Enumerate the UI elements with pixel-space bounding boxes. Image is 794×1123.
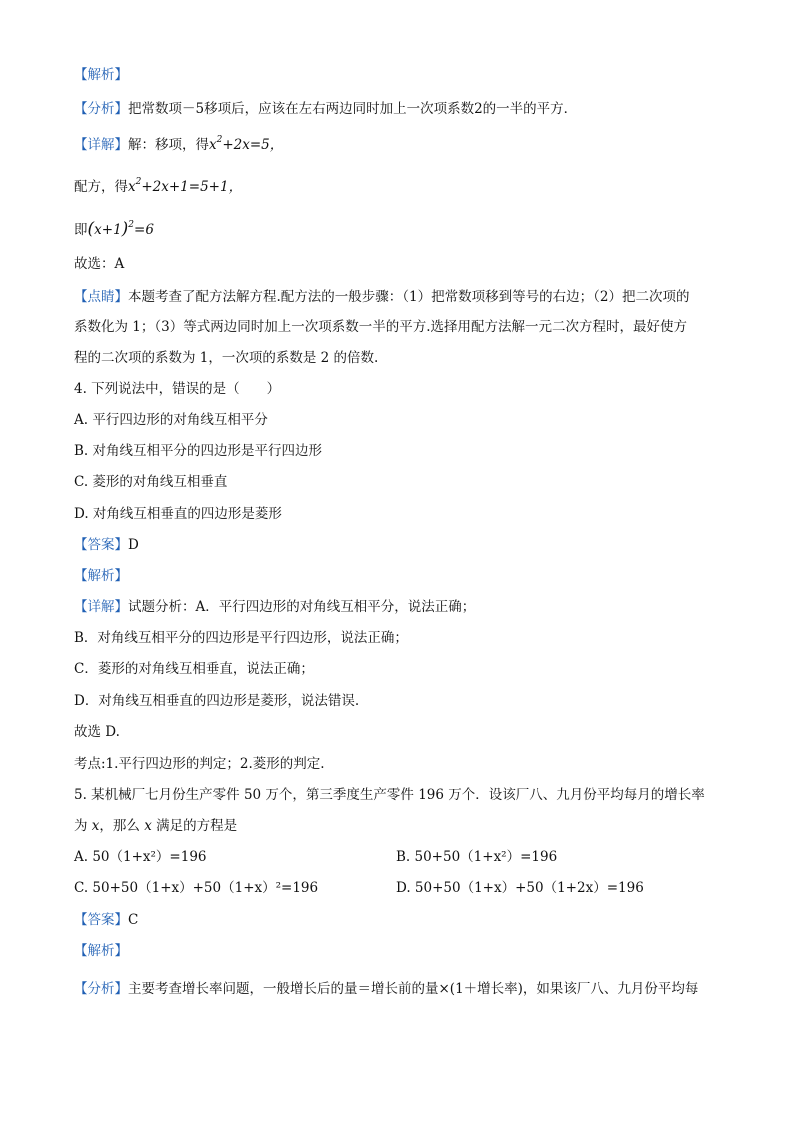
q3-peifang-line xyxy=(74,178,242,196)
q4-detail-2: B．对角线互相平分的四边形是平行四边形，说法正确； xyxy=(74,630,408,646)
fenxi-text: 主要考查增长率问题，一般增长后的量＝增长前的量×(1＋增长率)，如果该厂八、九月份平均每 xyxy=(128,981,699,997)
q3-dianjing-line-1 xyxy=(74,288,689,306)
dianjing-tag: 【点睛】 xyxy=(74,289,128,305)
fenxi-tag: 【分析】 xyxy=(74,981,128,997)
jiexi-tag: 【解析】 xyxy=(74,568,128,584)
q3-dianjing-line-2: 系数化为 1；（3）等式两边同时加上一次项系数一半的平方.选择用配方法解一元二次方程时，最好使方 xyxy=(74,319,688,335)
xiangjie-tag: 【详解】 xyxy=(74,599,128,615)
q4-answer-line xyxy=(74,536,139,554)
answer-tag: 【答案】 xyxy=(74,537,128,553)
equation-3: $(x+1)^2=6$ xyxy=(87,219,154,239)
q5-question-line-2: 为 x，那么 x 满足的方程是 xyxy=(74,818,238,834)
q4-kaodian: 考点:1.平行四边形的判定；2.菱形的判定. xyxy=(74,756,325,772)
q4-option-a: A. 平行四边形的对角线互相平分 xyxy=(74,412,268,428)
q5-question-line-1: 5. 某机械厂七月份生产零件 50 万个，第三季度生产零件 196 万个．设该厂八、九月份平均每月的增长率 xyxy=(74,787,705,803)
q5-option-c: C. 50+50（1+x）+50（1+x）²=196 xyxy=(74,880,319,896)
fenxi-text: 把常数项－5移项后，应该在左右两边同时加上一次项系数2的一半的平方． xyxy=(128,101,578,117)
peifang-text: 配方，得 xyxy=(74,179,128,195)
answer-tag: 【答案】 xyxy=(74,912,128,928)
q3-answer-line: 故选：A xyxy=(74,256,125,272)
q5-answer-line xyxy=(74,911,138,929)
answer-value: D xyxy=(128,537,139,553)
q5-option-d: D. 50+50（1+x）+50（1+2x）=196 xyxy=(396,880,644,896)
xiangjie-text: 解：移项，得 xyxy=(128,137,209,153)
q3-dianjing-line-3: 程的二次项的系数为 1，一次项的系数是 2 的倍数. xyxy=(74,350,379,366)
q4-question: 4. 下列说法中，错误的是（ ） xyxy=(74,381,281,397)
q3-xiangjie-line xyxy=(74,136,283,154)
jiexi-tag: 【解析】 xyxy=(74,67,128,83)
answer-value: C xyxy=(128,912,139,928)
jiexi-tag: 【解析】 xyxy=(74,943,128,959)
q5-option-a: A. 50（1+x²）=196 xyxy=(74,849,207,865)
ji-text: 即 xyxy=(74,222,88,238)
q5-jiexi-heading xyxy=(74,942,128,960)
fenxi-tag: 【分析】 xyxy=(74,101,128,117)
q3-ji-line xyxy=(74,220,154,239)
q4-jiexi-heading xyxy=(74,567,128,585)
xiangjie-tag: 【详解】 xyxy=(74,137,128,153)
q4-option-d: D. 对角线互相垂直的四边形是菱形 xyxy=(74,506,282,522)
q4-detail-1 xyxy=(74,598,475,616)
q5-option-b: B. 50+50（1+x²）=196 xyxy=(396,849,558,865)
q4-detail-4: D．对角线互相垂直的四边形是菱形，说法错误. xyxy=(74,693,360,709)
equation-1: $x^2+2x=5$， xyxy=(209,135,284,153)
q5-fenxi-line xyxy=(74,980,698,998)
detail-text-1: 试题分析：A．平行四边形的对角线互相平分，说法正确； xyxy=(128,599,476,615)
q3-jiexi-heading xyxy=(74,66,128,84)
equation-2: $x^2+2x+1=5+1$， xyxy=(128,177,243,195)
q4-option-c: C. 菱形的对角线互相垂直 xyxy=(74,474,228,490)
q4-detail-3: C．菱形的对角线互相垂直，说法正确； xyxy=(74,661,314,677)
q4-option-b: B. 对角线互相平分的四边形是平行四边形 xyxy=(74,443,323,459)
dianjing-text-1: 本题考查了配方法解方程.配方法的一般步骤：（1）把常数项移到等号的右边；（2）把二次项的 xyxy=(128,289,690,305)
q4-guxuan: 故选 D. xyxy=(74,724,120,740)
q3-fenxi-line xyxy=(74,100,577,118)
